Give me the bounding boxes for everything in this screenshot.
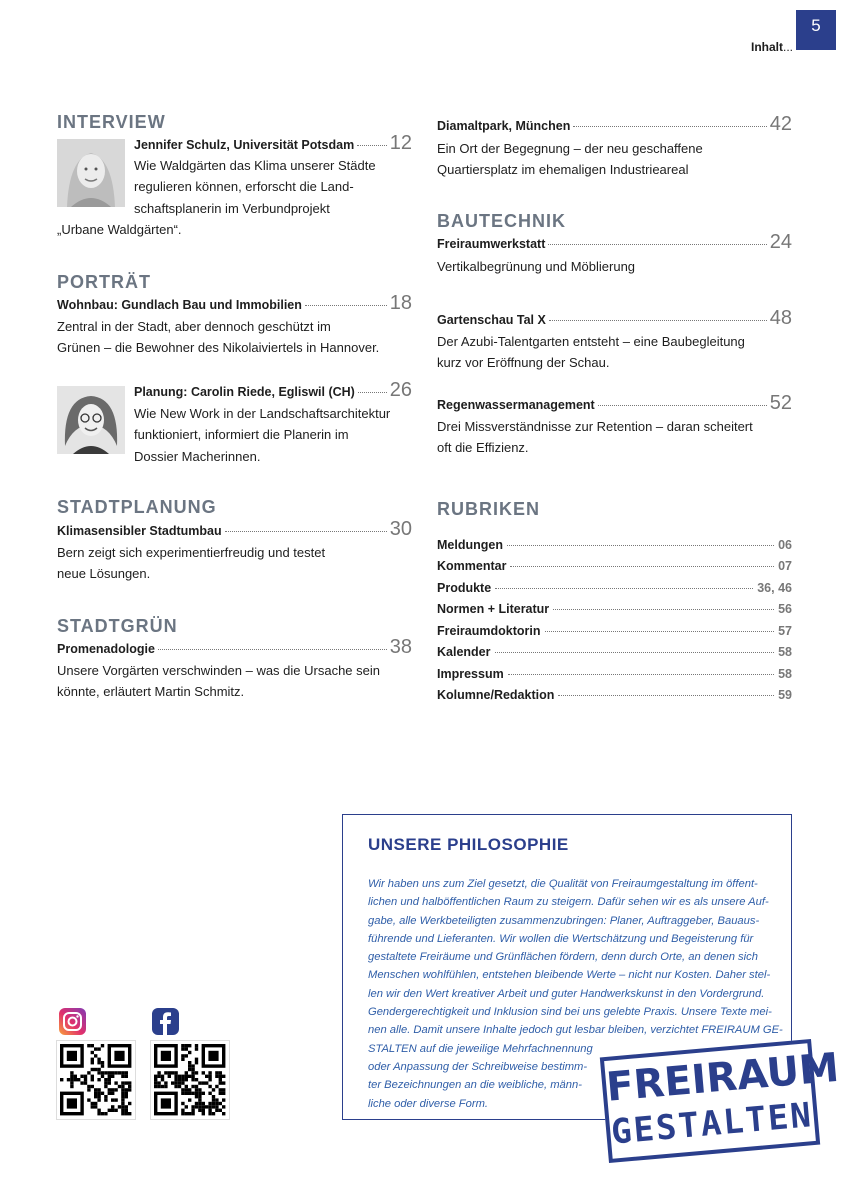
- toc-entry-regenwasser[interactable]: [437, 393, 792, 413]
- rubrik-kolumne-redaktion[interactable]: [437, 688, 792, 702]
- rubrik-kommentar[interactable]: [437, 559, 792, 573]
- dot-leader: [508, 674, 774, 675]
- desc-line: kurz vor Eröffnung der Schau.: [437, 355, 610, 371]
- rubrik-page: 56: [778, 602, 792, 616]
- entry-description-promenadologie: [57, 660, 380, 703]
- toc-entry-promenadologie[interactable]: [57, 637, 412, 657]
- desc-line: Drei Missverständnisse zur Retention – daran scheitert: [437, 419, 753, 434]
- philosophy-line: Wir haben uns zum Ziel gesetzt, die Qualität von Freiraumgestaltung im öffent-: [368, 878, 758, 890]
- entry-title-text: Promenadologie: [57, 642, 155, 656]
- philosophy-line: gabe, alle Werkbeteiligten zusammenzubringen: Planer, Auftraggeber, Bauaus-: [368, 914, 760, 927]
- section-title-stadtplanung: STADTPLANUNG: [57, 497, 217, 517]
- desc-line: oft die Effizienz.: [437, 440, 529, 456]
- desc-line: Grünen – die Bewohner des Nikolaiviertels in Hannover.: [57, 340, 380, 356]
- philosophy-title: UNSERE PHILOSOPHIE: [368, 835, 569, 854]
- toc-entry-stadtumbau[interactable]: [57, 519, 412, 539]
- section-title-bautechnik: BAUTECHNIK: [437, 211, 566, 231]
- desc-line: schaftsplanerin im Verbundprojekt: [134, 200, 330, 216]
- rubrik-label: Impressum: [437, 667, 504, 681]
- toc-entry-diamaltpark[interactable]: [437, 114, 792, 134]
- toc-entry-riede[interactable]: [134, 380, 412, 400]
- entry-page-number: 24: [769, 231, 792, 253]
- dot-leader: [598, 405, 767, 406]
- dot-leader: [507, 545, 774, 546]
- entry-title-text: Planung: Carolin Riede, Egliswil (CH): [134, 385, 355, 399]
- section-label-text: Inhalt: [750, 40, 783, 54]
- dot-leader: [573, 126, 766, 127]
- dot-leader: [158, 649, 387, 650]
- rubrik-normen-literatur[interactable]: [437, 602, 792, 616]
- entry-description-freiraumwerkstatt: [437, 256, 635, 277]
- dot-leader: [225, 531, 387, 532]
- rubrik-impressum[interactable]: [437, 667, 792, 681]
- desc-line: Dossier Macherinnen.: [134, 448, 261, 464]
- entry-page-number: 26: [389, 379, 412, 401]
- rubrik-page: 07: [778, 559, 792, 573]
- philosophy-line: Menschen wohlfühlen, entstehen bleibende Werte – nicht nur Kosten. Daher stel-: [368, 969, 771, 982]
- freiraum-gestalten-logo: [600, 1039, 841, 1163]
- entry-title-text: Wohnbau: Gundlach Bau und Immobilien: [57, 298, 302, 312]
- rubrik-label: Kommentar: [437, 559, 507, 573]
- entry-description-gartenschau: [437, 331, 745, 374]
- facebook-qr-code[interactable]: [150, 1040, 230, 1120]
- rubrik-label: Normen + Literatur: [437, 602, 550, 616]
- rubrik-produkte[interactable]: [437, 581, 792, 595]
- desc-line: regulieren können, erforscht die Land-: [134, 179, 354, 195]
- philosophy-line: führende und Lieferanten. Wir wollen die Wertschätzung und Begeisterung für: [368, 932, 754, 945]
- rubrik-label: Kalender: [437, 645, 491, 659]
- entry-title-text: Gartenschau Tal X: [437, 313, 546, 327]
- philosophy-line: liche oder diverse Form.: [368, 1097, 488, 1110]
- dot-leader: [305, 305, 387, 306]
- rubrik-page: 59: [778, 688, 792, 702]
- rubrik-label: Kolumne/Redaktion: [437, 688, 555, 702]
- entry-description-diamaltpark: [437, 138, 703, 181]
- desc-line: „Urbane Waldgärten“.: [57, 222, 182, 237]
- dot-leader: [553, 609, 774, 610]
- section-title-stadtgruen: STADTGRÜN: [57, 616, 178, 636]
- logo-line-2: GESTALTEN: [609, 1095, 815, 1153]
- dot-leader: [495, 652, 775, 653]
- dot-leader: [545, 631, 775, 632]
- philosophy-line: lichen und halböffentlichen Raum zu steigern. Dafür sehen wir es als unsere Auf-: [368, 896, 769, 909]
- desc-line: neue Lösungen.: [57, 566, 151, 582]
- rubrik-label: Produkte: [437, 581, 492, 595]
- facebook-icon[interactable]: [152, 1008, 179, 1035]
- philosophy-line: nen alle. Damit unsere Inhalte jedoch gut lesbar bleiben, verzichtet FREIRAUM GE-: [368, 1024, 783, 1037]
- rubrik-label: Meldungen: [437, 538, 503, 552]
- philosophy-line: ter Bezeichnungen an die weibliche, männ-: [368, 1079, 582, 1092]
- philosophy-line: Gendergerechtigkeit und Inklusion sind bei uns gelebte Praxis. Unsere Texte mei-: [368, 1006, 772, 1019]
- toc-entry-freiraumwerkstatt[interactable]: [437, 232, 792, 252]
- entry-page-number: 52: [769, 392, 792, 414]
- page-number: 5: [796, 10, 836, 50]
- desc-line: Wie Waldgärten das Klima unserer Städte: [134, 158, 376, 173]
- philosophy-line: len wir den Wert kreativer Arbeit und guter Handwerkskunst in den Vordergrund.: [368, 987, 765, 1000]
- entry-title-text: Jennifer Schulz, Universität Potsdam: [134, 138, 355, 152]
- dot-leader: [548, 244, 766, 245]
- rubrik-page: 06: [778, 538, 792, 552]
- dot-leader: [358, 392, 387, 393]
- dot-leader: [510, 566, 774, 567]
- entry-title-text: Freiraumwerkstatt: [437, 237, 546, 251]
- rubrik-page: 58: [778, 667, 792, 681]
- entry-page-number: 38: [389, 636, 412, 658]
- dot-leader: [549, 320, 767, 321]
- entry-page-number: 18: [389, 292, 412, 314]
- entry-page-number: 42: [769, 113, 792, 135]
- logo-line-1: FREIRAUM: [604, 1044, 841, 1111]
- desc-line: Wie New Work in der Landschaftsarchitektur: [134, 406, 391, 421]
- toc-entry-interview[interactable]: [134, 133, 412, 153]
- desc-line: Bern zeigt sich experimentierfreudig und testet: [57, 545, 326, 560]
- dot-leader: [495, 588, 753, 589]
- dot-leader: [357, 145, 387, 146]
- portrait-carolin-riede: [57, 386, 125, 454]
- rubrik-page: 57: [778, 624, 792, 638]
- instagram-icon[interactable]: [59, 1008, 86, 1035]
- toc-entry-gundlach[interactable]: [57, 293, 412, 313]
- desc-line: Quartiersplatz im ehemaligen Industrieareal: [437, 162, 689, 178]
- entry-page-number: 12: [389, 132, 412, 154]
- section-label: [751, 40, 793, 54]
- desc-line: Zentral in der Stadt, aber dennoch geschützt im: [57, 319, 331, 334]
- philosophy-line: oder Anpassung der Schreibweise bestimm-: [368, 1060, 588, 1073]
- rubrik-page: 36, 46: [757, 581, 792, 595]
- dot-leader: [558, 695, 774, 696]
- desc-line: funktioniert, informiert die Planerin im: [134, 427, 349, 443]
- entry-description-stadtumbau: [57, 542, 325, 585]
- entry-description-riede: [134, 403, 390, 467]
- rubrik-label: Freiraumdoktorin: [437, 624, 541, 638]
- rubrik-freiraumdoktorin[interactable]: [437, 624, 792, 638]
- section-title-interview: INTERVIEW: [57, 112, 166, 132]
- entry-title-text: Regenwassermanagement: [437, 398, 595, 412]
- toc-entry-gartenschau[interactable]: [437, 308, 792, 328]
- philosophy-line: gestaltete Freiräume und Grünflächen fördern, denn durch Orte, an denen sich: [368, 951, 758, 964]
- rubrik-meldungen[interactable]: [437, 538, 792, 552]
- section-label-dots: ...: [782, 40, 793, 54]
- entry-description-gundlach: [57, 316, 379, 359]
- instagram-qr-code[interactable]: [56, 1040, 136, 1120]
- entry-page-number: 48: [769, 307, 792, 329]
- rubrik-kalender[interactable]: [437, 645, 792, 659]
- desc-line: Ein Ort der Begegnung – der neu geschaffene: [437, 141, 703, 156]
- entry-description-regenwasser: [437, 416, 753, 459]
- desc-line: könnte, erläutert Martin Schmitz.: [57, 684, 245, 700]
- entry-description-interview-cont: [57, 219, 182, 240]
- entry-title-text: Klimasensibler Stadtumbau: [57, 524, 222, 538]
- section-title-portraet: PORTRÄT: [57, 272, 151, 292]
- portrait-jennifer-schulz: [57, 139, 125, 207]
- entry-title-text: Diamaltpark, München: [437, 119, 571, 133]
- entry-page-number: 30: [389, 518, 412, 540]
- philosophy-line: STALTEN auf die jeweilige Mehrfachnennung: [368, 1042, 593, 1055]
- rubrik-page: 58: [778, 645, 792, 659]
- desc-line: Unsere Vorgärten verschwinden – was die Ursache sein: [57, 663, 381, 678]
- desc-line: Vertikalbegrünung und Möblierung: [437, 259, 636, 274]
- entry-description-interview: [134, 155, 376, 219]
- section-title-rubriken: RUBRIKEN: [437, 499, 541, 519]
- desc-line: Der Azubi-Talentgarten entsteht – eine Baubegleitung: [437, 334, 745, 349]
